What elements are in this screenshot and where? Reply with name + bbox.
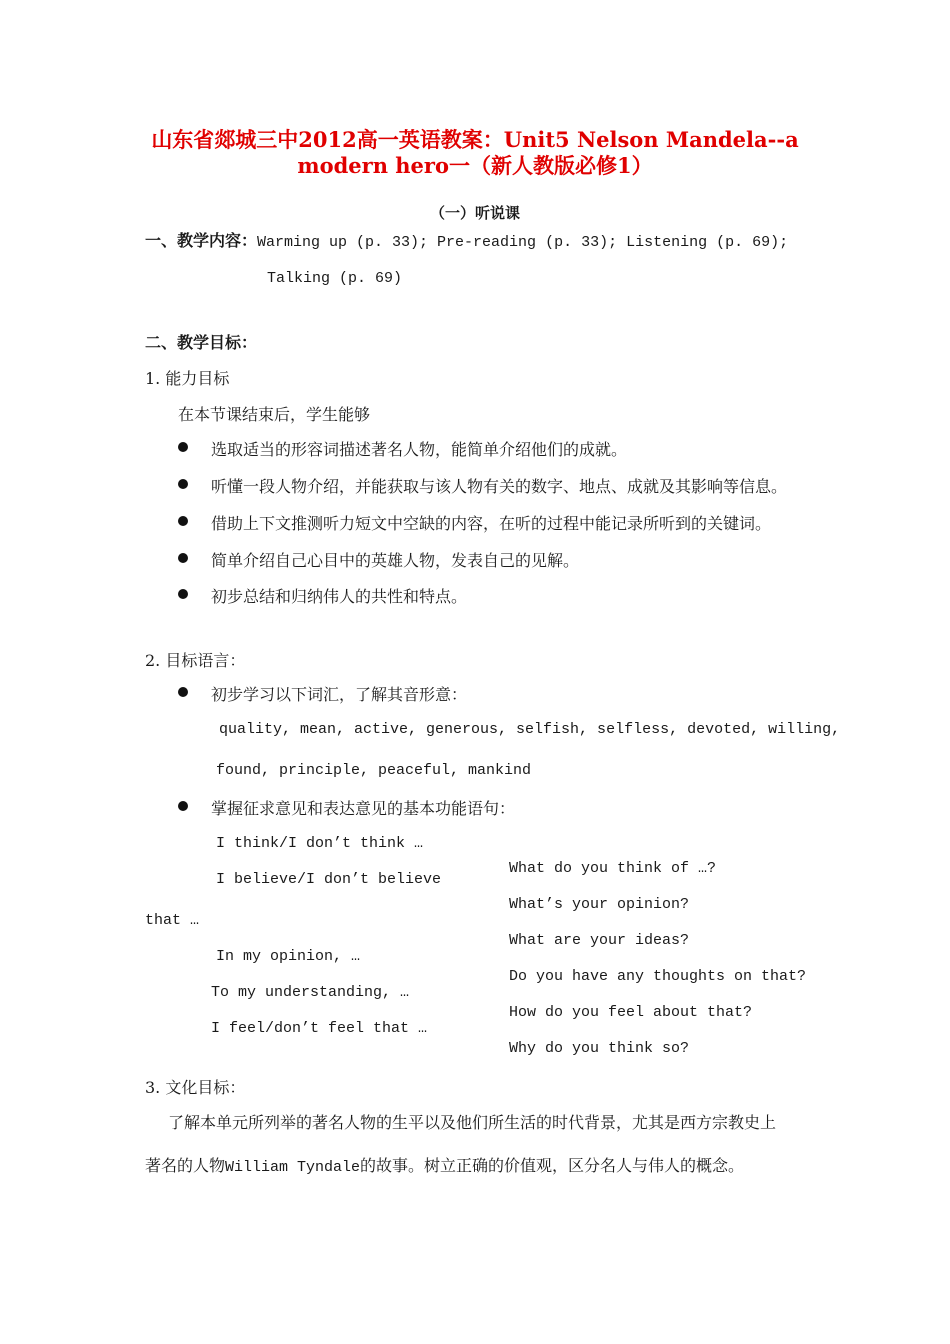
goal1-bullet-2: 听懂一段人物介绍，并能获取与该人物有关的数字、地点、成就及其影响等信息。 [211, 477, 788, 496]
goal3-line2-name: William Tyndale [225, 1159, 361, 1176]
goal3-heading: 3. 文化目标： [145, 1078, 246, 1097]
bullet-icon [178, 442, 188, 452]
section1-row [145, 228, 788, 251]
bullet-icon [178, 589, 188, 599]
goal1-bullet-3: 借助上下文推测听力短文中空缺的内容，在听的过程中能记录所听到的关键词。 [211, 514, 772, 533]
phrase-right-5: How do you feel about that? [509, 1004, 753, 1021]
goal3-paragraph-line2 [145, 1153, 744, 1176]
phrase-right-3: What are your ideas? [509, 932, 690, 949]
goal3-line2-part2: 的故事。树立正确的价值观，区分名人与伟人的概念。 [360, 1156, 745, 1175]
phrase-left-4: In my opinion, … [216, 948, 361, 965]
vocab-line2: found, principle, peaceful, mankind [216, 762, 532, 779]
section1-content-line2: Talking (p. 69) [267, 270, 403, 287]
lesson-subtitle: （一）听说课 [429, 204, 520, 222]
goal1-bullet-4: 简单介绍自己心目中的英雄人物，发表自己的见解。 [211, 551, 580, 570]
phrase-left-2: I believe/I don’t believe [216, 871, 442, 888]
goal1-bullet-1: 选取适当的形容词描述著名人物，能简单介绍他们的成就。 [211, 440, 628, 459]
phrase-left-3: that … [145, 912, 200, 929]
goal1-heading: 1. 能力目标 [145, 369, 230, 388]
goal3-line2-part1: 著名的人物 [145, 1156, 226, 1175]
bullet-icon [178, 801, 188, 811]
section1-label: 一、教学内容： [145, 231, 258, 250]
goal2-bullet-vocab: 初步学习以下词汇，了解其音形意： [211, 685, 468, 704]
document-title-line2: modern hero一（新人教版必修1） [297, 153, 653, 178]
section2-label: 二、教学目标： [145, 333, 258, 352]
phrase-left-1: I think/I don’t think … [216, 835, 424, 852]
phrase-left-5: To my understanding, … [211, 984, 410, 1001]
goal2-bullet-phrases: 掌握征求意见和表达意见的基本功能语句： [211, 799, 516, 818]
document-title-line1: 山东省郯城三中2012高一英语教案：Unit5 Nelson Mandela--a [151, 127, 799, 152]
bullet-icon [178, 687, 188, 697]
bullet-icon [178, 553, 188, 563]
goal3-paragraph-line1: 了解本单元所列举的著名人物的生平以及他们所生活的时代背景，尤其是西方宗教史上 [168, 1113, 777, 1132]
phrase-right-6: Why do you think so? [509, 1040, 690, 1057]
phrase-right-4: Do you have any thoughts on that? [509, 968, 807, 985]
phrase-left-6: I feel/don’t feel that … [211, 1020, 428, 1037]
goal1-intro: 在本节课结束后，学生能够 [178, 405, 371, 424]
bullet-icon [178, 479, 188, 489]
goal1-bullet-5: 初步总结和归纳伟人的共性和特点。 [211, 587, 468, 606]
section1-content-line1: Warming up (p. 33); Pre-reading (p. 33); Listening (p. 69); [257, 234, 789, 251]
phrase-right-1: What do you think of …? [509, 860, 717, 877]
goal2-heading: 2. 目标语言： [145, 651, 246, 670]
phrase-right-2: What’s your opinion? [509, 896, 690, 913]
bullet-icon [178, 516, 188, 526]
vocab-line1: quality, mean, active, generous, selfish, selfless, devoted, willing, [219, 721, 841, 738]
